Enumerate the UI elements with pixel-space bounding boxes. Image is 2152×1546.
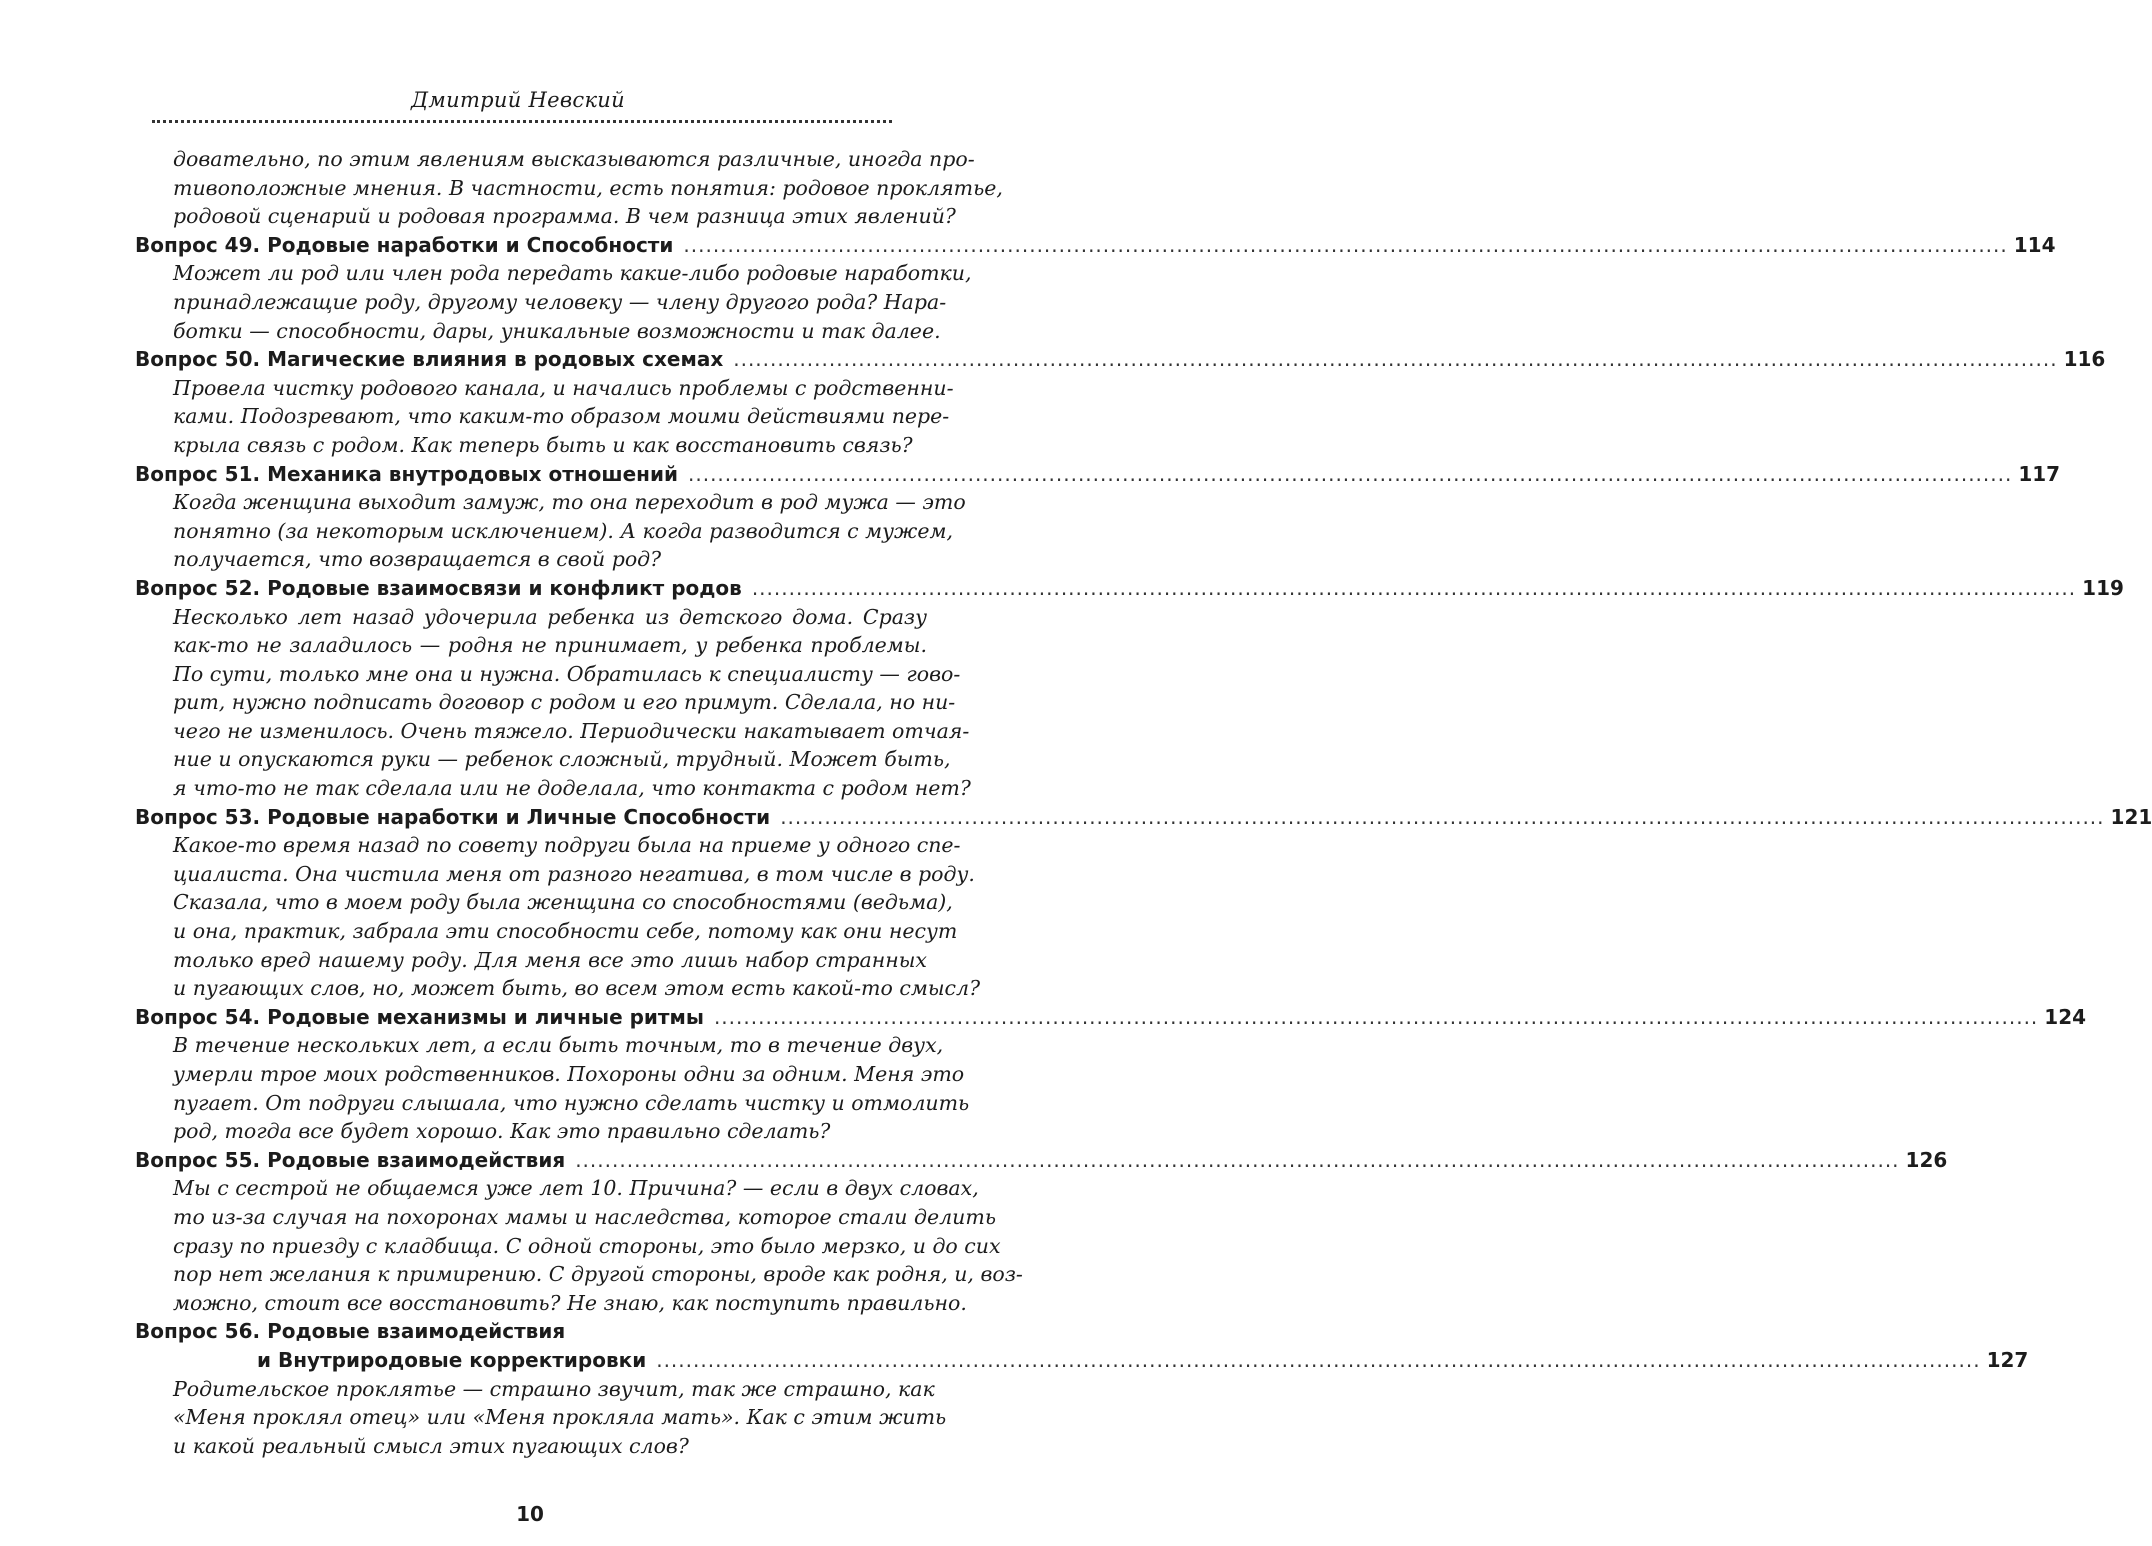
desc-line: Мы с сестрой не общаемся уже лет 10. Причина? — если в двух словах, bbox=[173, 1176, 979, 1201]
toc-entry-title: Вопрос 52. Родовые взаимосвязи и конфликт родов bbox=[135, 575, 742, 600]
toc-entry bbox=[135, 231, 2056, 345]
dot-leader bbox=[683, 231, 2007, 260]
toc-entry-page: 116 bbox=[2063, 347, 2106, 372]
desc-line: ние и опускаются руки — ребенок сложный, трудный. Может быть, bbox=[173, 747, 951, 772]
toc-entry-heading[interactable] bbox=[135, 345, 2106, 374]
toc-entry bbox=[135, 1146, 1948, 1318]
desc-line: Какое-то время назад по совету подруги была на приеме у одного спе- bbox=[173, 833, 961, 858]
desc-line: умерли трое моих родственников. Похороны одни за одним. Меня это bbox=[173, 1062, 965, 1086]
toc-entry-heading[interactable] bbox=[135, 574, 2124, 603]
toc-entry-page: 127 bbox=[1986, 1347, 2029, 1372]
toc-entry-title: Вопрос 53. Родовые наработки и Личные Способности bbox=[135, 804, 771, 829]
desc-line: сразу по приезду с кладбища. С одной стороны, это было мерзко, и до сих bbox=[173, 1233, 1001, 1258]
toc-entry-heading[interactable] bbox=[135, 1003, 2087, 1032]
desc-line: понятно (за некоторым исключением). А когда разводится с мужем, bbox=[173, 518, 954, 543]
running-header-author: Дмитрий Невский bbox=[411, 88, 625, 112]
desc-line: крыла связь с родом. Как теперь быть и как восстановить связь? bbox=[173, 432, 913, 457]
desc-line: то из-за случая на похоронах мамы и наследства, которое стали делить bbox=[173, 1204, 996, 1229]
toc-entry-heading[interactable] bbox=[135, 231, 2056, 260]
desc-line: тивоположные мнения. В частности, есть понятия: родовое проклятье, bbox=[173, 175, 1003, 200]
desc-line: «Меня проклял отец» или «Меня прокляла мать». Как с этим жить bbox=[173, 1405, 947, 1430]
dot-leader bbox=[752, 574, 2076, 603]
desc-line: только вред нашему роду. Для меня все это лишь набор странных bbox=[173, 947, 927, 972]
desc-line: род, тогда все будет хорошо. Как это правильно сделать? bbox=[173, 1119, 831, 1144]
toc-entry bbox=[135, 1003, 2087, 1146]
toc-entry-heading[interactable] bbox=[135, 460, 2061, 489]
toc-entry-title: Вопрос 50. Магические влияния в родовых схемах bbox=[135, 347, 724, 372]
toc-entry bbox=[135, 574, 2124, 803]
desc-line: Провела чистку родового канала, и начались проблемы с родственни- bbox=[173, 375, 954, 400]
toc-entry bbox=[135, 803, 2152, 1003]
toc-entry-heading[interactable] bbox=[135, 803, 2152, 832]
toc-entry bbox=[135, 460, 2061, 574]
desc-line: Родительское проклятье — страшно звучит, так же страшно, как bbox=[173, 1376, 935, 1401]
dot-leader bbox=[714, 1003, 2038, 1032]
header-dotted-rule bbox=[152, 120, 892, 123]
dot-leader bbox=[656, 1346, 1980, 1375]
desc-line: Сказала, что в моем роду была женщина со способностями (ведьма), bbox=[173, 890, 953, 915]
desc-line: получается, что возвращается в свой род? bbox=[173, 547, 662, 572]
desc-line: Несколько лет назад удочерила ребенка из детского дома. Сразу bbox=[173, 604, 927, 629]
toc-entry-page: 114 bbox=[2013, 232, 2056, 257]
toc-entry-heading-continuation[interactable] bbox=[135, 1346, 2029, 1375]
dot-leader bbox=[688, 460, 2012, 489]
dot-leader bbox=[780, 803, 2104, 832]
toc-entry-title: Вопрос 55. Родовые взаимодействия bbox=[135, 1147, 566, 1172]
toc-entry-heading[interactable] bbox=[135, 1317, 927, 1346]
toc-entry-heading[interactable] bbox=[135, 1146, 1948, 1175]
desc-line: пугает. От подруги слышала, что нужно сделать чистку и отмолить bbox=[173, 1090, 970, 1115]
desc-line: В течение нескольких лет, а если быть точным, то в течение двух, bbox=[173, 1033, 944, 1058]
desc-line: как-то не заладилось — родня не принимает, у ребенка проблемы. bbox=[173, 633, 927, 658]
dot-leader bbox=[575, 1146, 1899, 1175]
toc-entry-title-continuation: и Внутриродовые корректировки bbox=[257, 1347, 647, 1372]
toc-intro-continuation bbox=[135, 145, 1003, 231]
toc-entry-title: Вопрос 51. Механика внутродовых отношений bbox=[135, 461, 678, 486]
desc-line: Когда женщина выходит замуж, то она переходит в род мужа — это bbox=[173, 490, 966, 515]
toc-entry-page: 119 bbox=[2082, 575, 2124, 600]
toc-entry bbox=[135, 345, 2106, 459]
page-number: 10 bbox=[516, 1502, 544, 1526]
desc-line: я что-то не так сделала или не доделала, что контакта с родом нет? bbox=[173, 776, 971, 801]
desc-line: родовой сценарий и родовая программа. В чем разница этих явлений? bbox=[173, 204, 956, 229]
toc-entry-page: 117 bbox=[2018, 461, 2061, 486]
desc-line: ботки — способности, дары, уникальные возможности и так далее. bbox=[173, 318, 941, 343]
desc-line: и она, практик, забрала эти способности себе, потому как они несут bbox=[173, 919, 958, 944]
desc-line: Может ли род или член рода передать какие-либо родовые наработки, bbox=[173, 261, 972, 286]
table-of-contents bbox=[135, 145, 2152, 1460]
desc-line: циалиста. Она чистила меня от разного негатива, в том числе в роду. bbox=[173, 861, 975, 886]
toc-entry-page: 121 bbox=[2110, 804, 2152, 829]
desc-line: принадлежащие роду, другому человеку — члену другого рода? Нара- bbox=[173, 289, 947, 314]
toc-entry-title: Вопрос 56. Родовые взаимодействия bbox=[135, 1319, 566, 1344]
toc-entry-title: Вопрос 49. Родовые наработки и Способности bbox=[135, 232, 674, 257]
desc-line: ками. Подозревают, что каким-то образом моими действиями пере- bbox=[173, 404, 950, 429]
desc-line: довательно, по этим явлениям высказываются различные, иногда про- bbox=[173, 147, 975, 171]
desc-line: чего не изменилось. Очень тяжело. Периодически накатывает отчая- bbox=[173, 718, 970, 743]
toc-entry bbox=[135, 1317, 2029, 1460]
desc-line: рит, нужно подписать договор с родом и его примут. Сделала, но ни- bbox=[173, 690, 956, 715]
desc-line: и какой реальный смысл этих пугающих слов? bbox=[173, 1433, 689, 1458]
desc-line: По сути, только мне она и нужна. Обратилась к специалисту — гово- bbox=[173, 661, 961, 686]
desc-line: пор нет желания к примирению. С другой стороны, вроде как родня, и, воз- bbox=[173, 1262, 1023, 1287]
toc-entry-title: Вопрос 54. Родовые механизмы и личные ритмы bbox=[135, 1004, 704, 1029]
desc-line: и пугающих слов, но, может быть, во всем этом есть какой-то смысл? bbox=[173, 976, 981, 1001]
toc-entry-page: 126 bbox=[1905, 1147, 1948, 1172]
desc-line: можно, стоит все восстановить? Не знаю, как поступить правильно. bbox=[173, 1290, 967, 1315]
toc-entry-page: 124 bbox=[2044, 1004, 2087, 1029]
dot-leader bbox=[733, 345, 2057, 374]
